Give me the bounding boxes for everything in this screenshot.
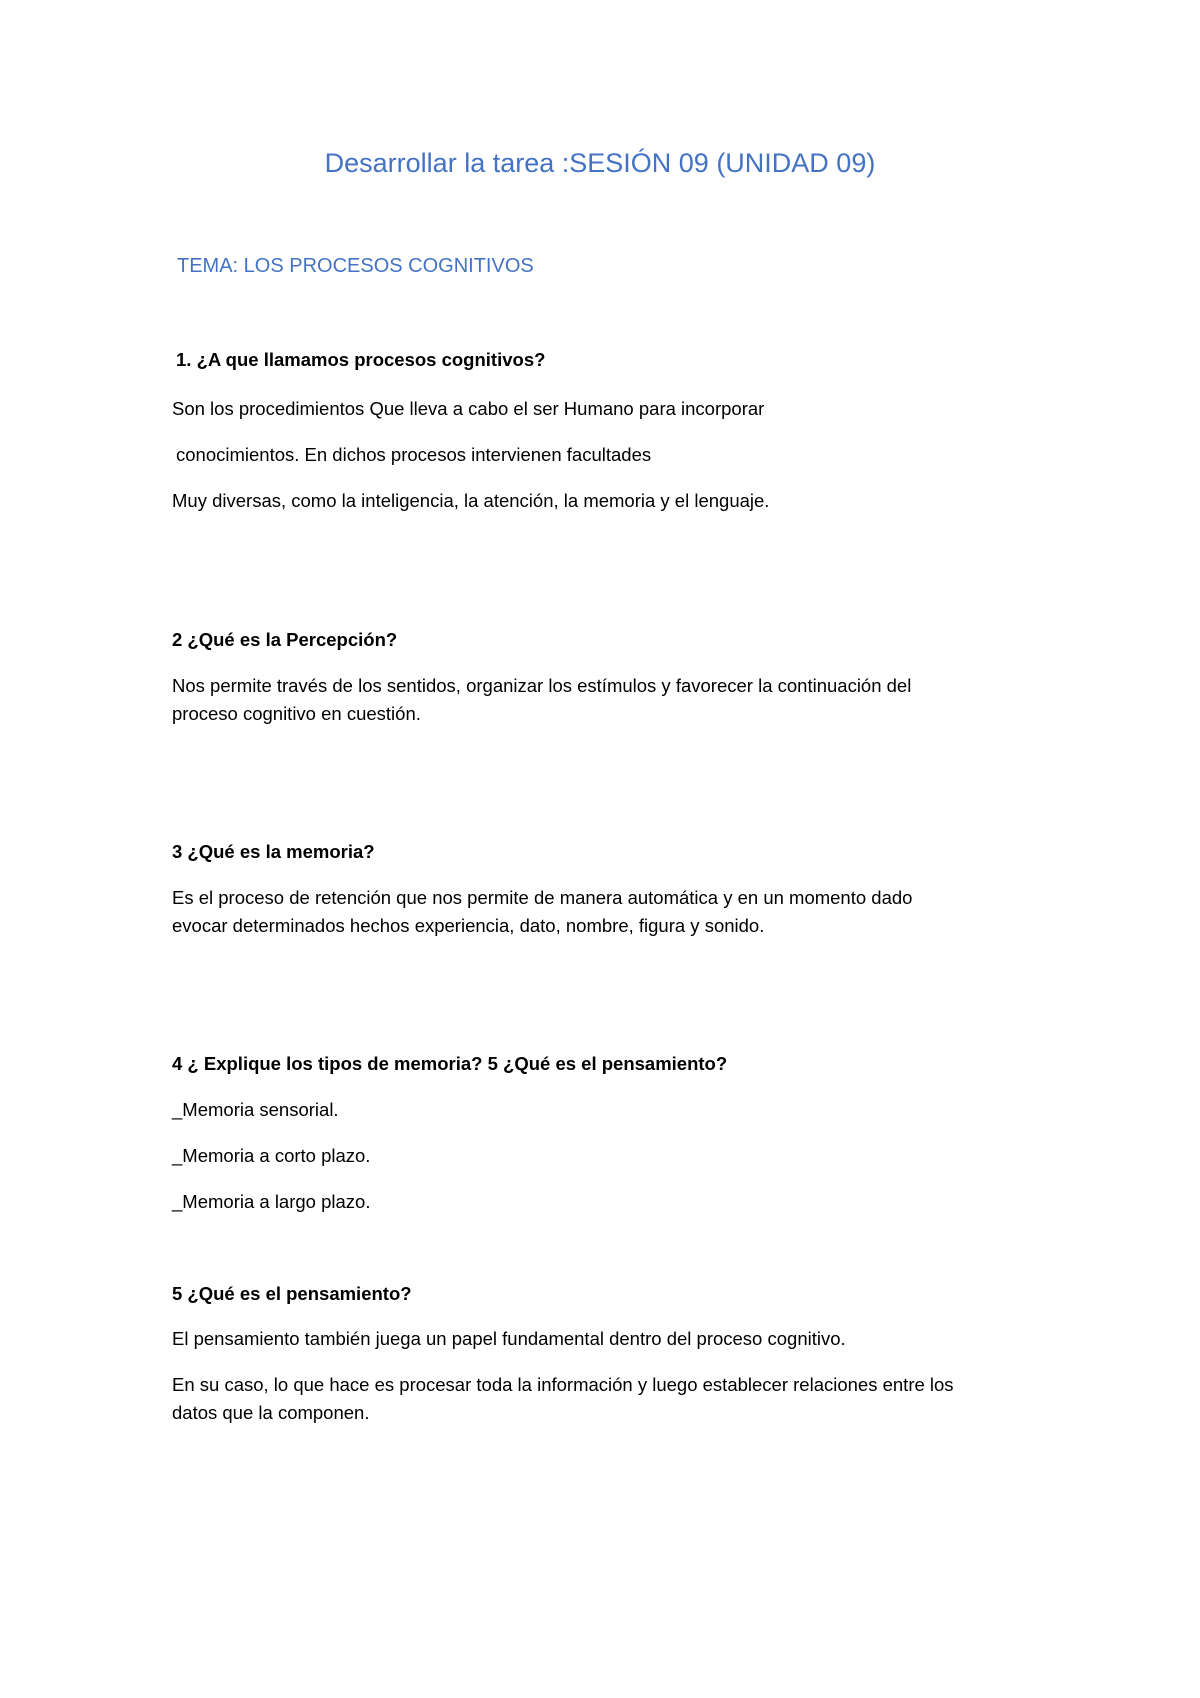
answer-1-line-2: conocimientos. En dichos procesos intervienen facultades: [176, 444, 652, 465]
answer-5-line-3: datos que la componen.: [172, 1402, 370, 1423]
answer-2-line-2: proceso cognitivo en cuestión.: [172, 703, 421, 724]
answer-1-line-3: Muy diversas, como la inteligencia, la atención, la memoria y el lenguaje.: [172, 490, 770, 511]
answer-3-line-2: evocar determinados hechos experiencia, dato, nombre, figura y sonido.: [172, 915, 765, 936]
question-4: 4 ¿ Explique los tipos de memoria? 5 ¿Qué es el pensamiento?: [172, 1053, 728, 1074]
answer-3-line-1: Es el proceso de retención que nos permite de manera automática y en un momento dado: [172, 887, 913, 908]
question-5: 5 ¿Qué es el pensamiento?: [172, 1283, 412, 1304]
document-title: Desarrollar la tarea :SESIÓN 09 (UNIDAD 09): [324, 148, 876, 178]
answer-5-line-1: El pensamiento también juega un papel fundamental dentro del proceso cognitivo.: [172, 1328, 846, 1349]
answer-2-line-1: Nos permite través de los sentidos, organizar los estímulos y favorecer la continuación del: [172, 675, 912, 696]
topic-heading: TEMA: LOS PROCESOS COGNITIVOS: [177, 255, 534, 277]
question-1: 1. ¿A que llamamos procesos cognitivos?: [176, 349, 546, 370]
memory-type-1: _Memoria sensorial.: [172, 1099, 339, 1120]
question-2: 2 ¿Qué es la Percepción?: [172, 629, 398, 650]
memory-type-2: _Memoria a corto plazo.: [172, 1145, 371, 1166]
memory-type-3: _Memoria a largo plazo.: [172, 1191, 371, 1212]
answer-1-line-1: Son los procedimientos Que lleva a cabo el ser Humano para incorporar: [172, 398, 765, 419]
question-3: 3 ¿Qué es la memoria?: [172, 841, 375, 862]
answer-5-line-2: En su caso, lo que hace es procesar toda la información y luego establecer relaciones entre los: [172, 1374, 954, 1395]
